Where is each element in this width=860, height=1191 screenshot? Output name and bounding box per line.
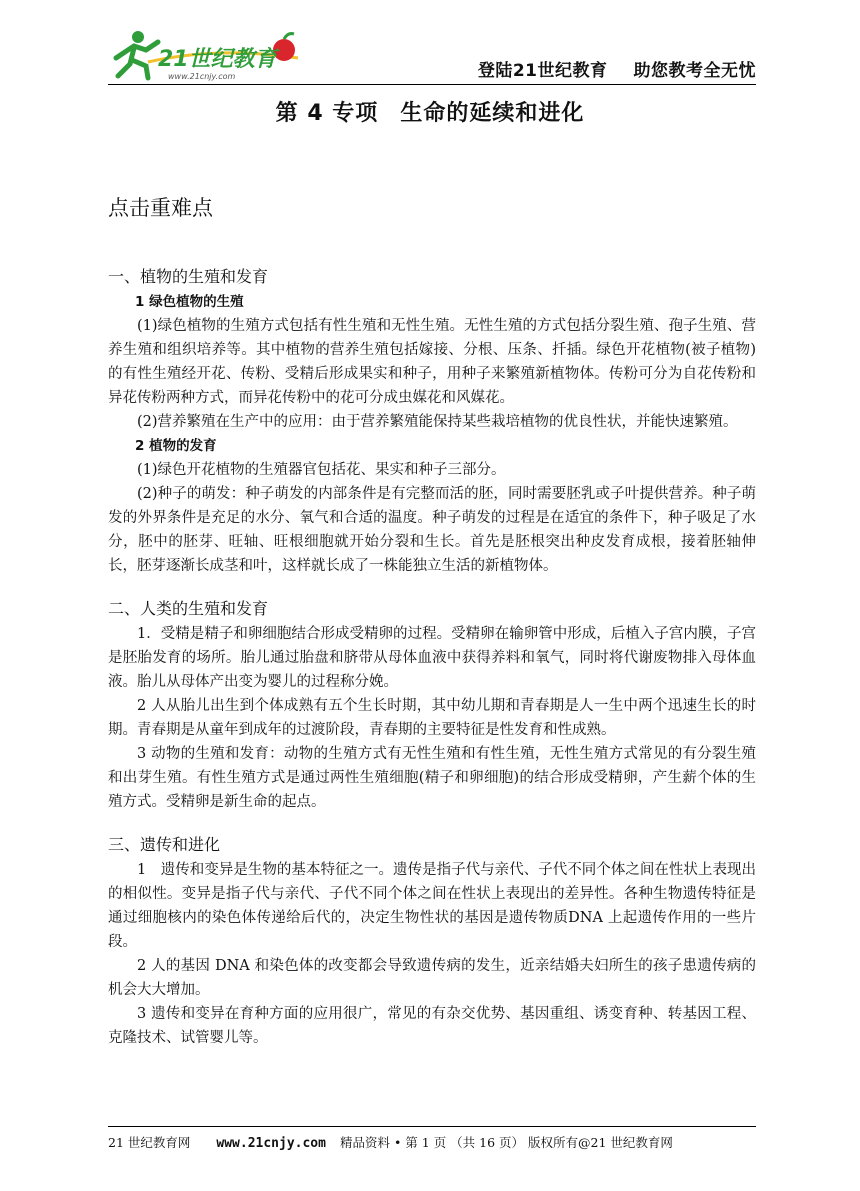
running-figure-icon	[116, 31, 158, 78]
logo-url: www.21cnjy.com	[168, 72, 236, 81]
paragraph: 3 遗传和变异在育种方面的应用很广，常见的有杂交优势、基因重组、诱变育种、转基因工程、克隆技术、试管婴儿等。	[108, 1006, 756, 1046]
paragraph: 2 人的基因 DNA 和染色体的改变都会导致遗传病的发生，近亲结婚夫妇所生的孩子患遗传病的机会大大增加。	[108, 958, 756, 998]
section-heading: 点击重难点	[108, 196, 213, 220]
paragraph: 1．受精是精子和卵细胞结合形成受精卵的过程。受精卵在输卵管中形成，后植入子宫内膜，子宫是胚胎发育的场所。胎儿通过胎盘和脐带从母体血液中获得养料和氧气，同时将代谢废物排入母体血液。胎儿从母体产出变为婴儿的过程称分娩。	[108, 626, 756, 690]
site-logo	[108, 28, 308, 82]
footer-url-link[interactable]: www.21cnjy.com	[216, 1136, 326, 1151]
page-footer	[108, 1133, 756, 1151]
footer-page-info: 精品资料 • 第 1 页 （共 16 页） 版权所有@21 世纪教育网	[339, 1135, 673, 1150]
section-title: 一、植物的生殖和发育	[108, 267, 269, 286]
section-title: 三、遗传和进化	[108, 835, 221, 854]
paragraph: 1 遗传和变异是生物的基本特征之一。遗传是指子代与亲代、子代不同个体之间在性状上表现出的相似性。变异是指子代与亲代、子代不同个体之间在性状上表现出的差异性。各种生物遗传特征是通过细胞核内的染色体传递给后代的，决定生物性状的基因是遗传物质DNA 上起遗传作用的一些片段。	[108, 862, 756, 950]
main-content	[108, 192, 756, 1068]
title-part-1: 第 4 专项	[275, 101, 379, 126]
footer-divider	[108, 1126, 756, 1127]
paragraph: (1)绿色植物的生殖方式包括有性生殖和无性生殖。无性生殖的方式包括分裂生殖、孢子生殖、营养生殖和组织培养等。其中植物的营养生殖包括嫁接、分根、压条、扦插。绿色开花植物(被子植物)的有性生殖经开花、传粉、受精后形成果实和种子，用种子来繁殖新植物体。传粉可分为自花传粉和异花传粉两种方式，而异花传粉中的花可分成虫媒花和风媒花。	[108, 318, 756, 406]
paragraph: (1)绿色开花植物的生殖器官包括花、果实和种子三部分。	[137, 462, 506, 478]
header-slogan	[478, 56, 756, 81]
paragraph: 3 动物的生殖和发育：动物的生殖方式有无性生殖和有性生殖，无性生殖方式常见的有分裂生殖和出芽生殖。有性生殖方式是通过两性生殖细胞(精子和卵细胞)的结合形成受精卵，产生薪个体的生殖方式。受精卵是新生命的起点。	[108, 746, 756, 810]
section-plant-reproduction	[108, 264, 756, 578]
logo-text: 21世纪教育	[158, 47, 277, 72]
page-header	[108, 28, 756, 84]
slogan-right: 助您教考全无忧	[633, 61, 756, 81]
document-title	[0, 96, 860, 127]
footer-site-name: 21 世纪教育网	[108, 1135, 191, 1150]
section-human-reproduction	[108, 596, 756, 814]
subsection-title: 1 绿色植物的生殖	[135, 294, 244, 310]
section-title: 二、人类的生殖和发育	[108, 599, 269, 618]
subsection-title: 2 植物的发育	[135, 438, 217, 454]
paragraph: (2)种子的萌发：种子萌发的内部条件是有完整而活的胚，同时需要胚乳或子叶提供营养。种子萌发的外界条件是充足的水分、氧气和合适的温度。种子萌发的过程是在适宜的条件下，种子吸足了水分，胚中的胚芽、旺轴、旺根细胞就开始分裂和生长。首先是胚根突出种皮发育成根，接着胚轴伸长，胚芽逐渐长成茎和叶，这样就长成了一株能独立生活的新植物体。	[108, 486, 756, 574]
title-part-2: 生命的延续和进化	[400, 101, 585, 126]
header-divider	[108, 84, 756, 85]
paragraph: (2)营养繁殖在生产中的应用：由于营养繁殖能保持某些栽培植物的优良性状，并能快速繁殖。	[137, 414, 738, 430]
paragraph: 2 人从胎儿出生到个体成熟有五个生长时期，其中幼儿期和青春期是人一生中两个迅速生长的时期。青春期是从童年到成年的过渡阶段，青春期的主要特征是性发育和性成熟。	[108, 698, 756, 738]
slogan-left: 登陆21世纪教育	[477, 61, 608, 81]
section-heredity-evolution	[108, 832, 756, 1050]
